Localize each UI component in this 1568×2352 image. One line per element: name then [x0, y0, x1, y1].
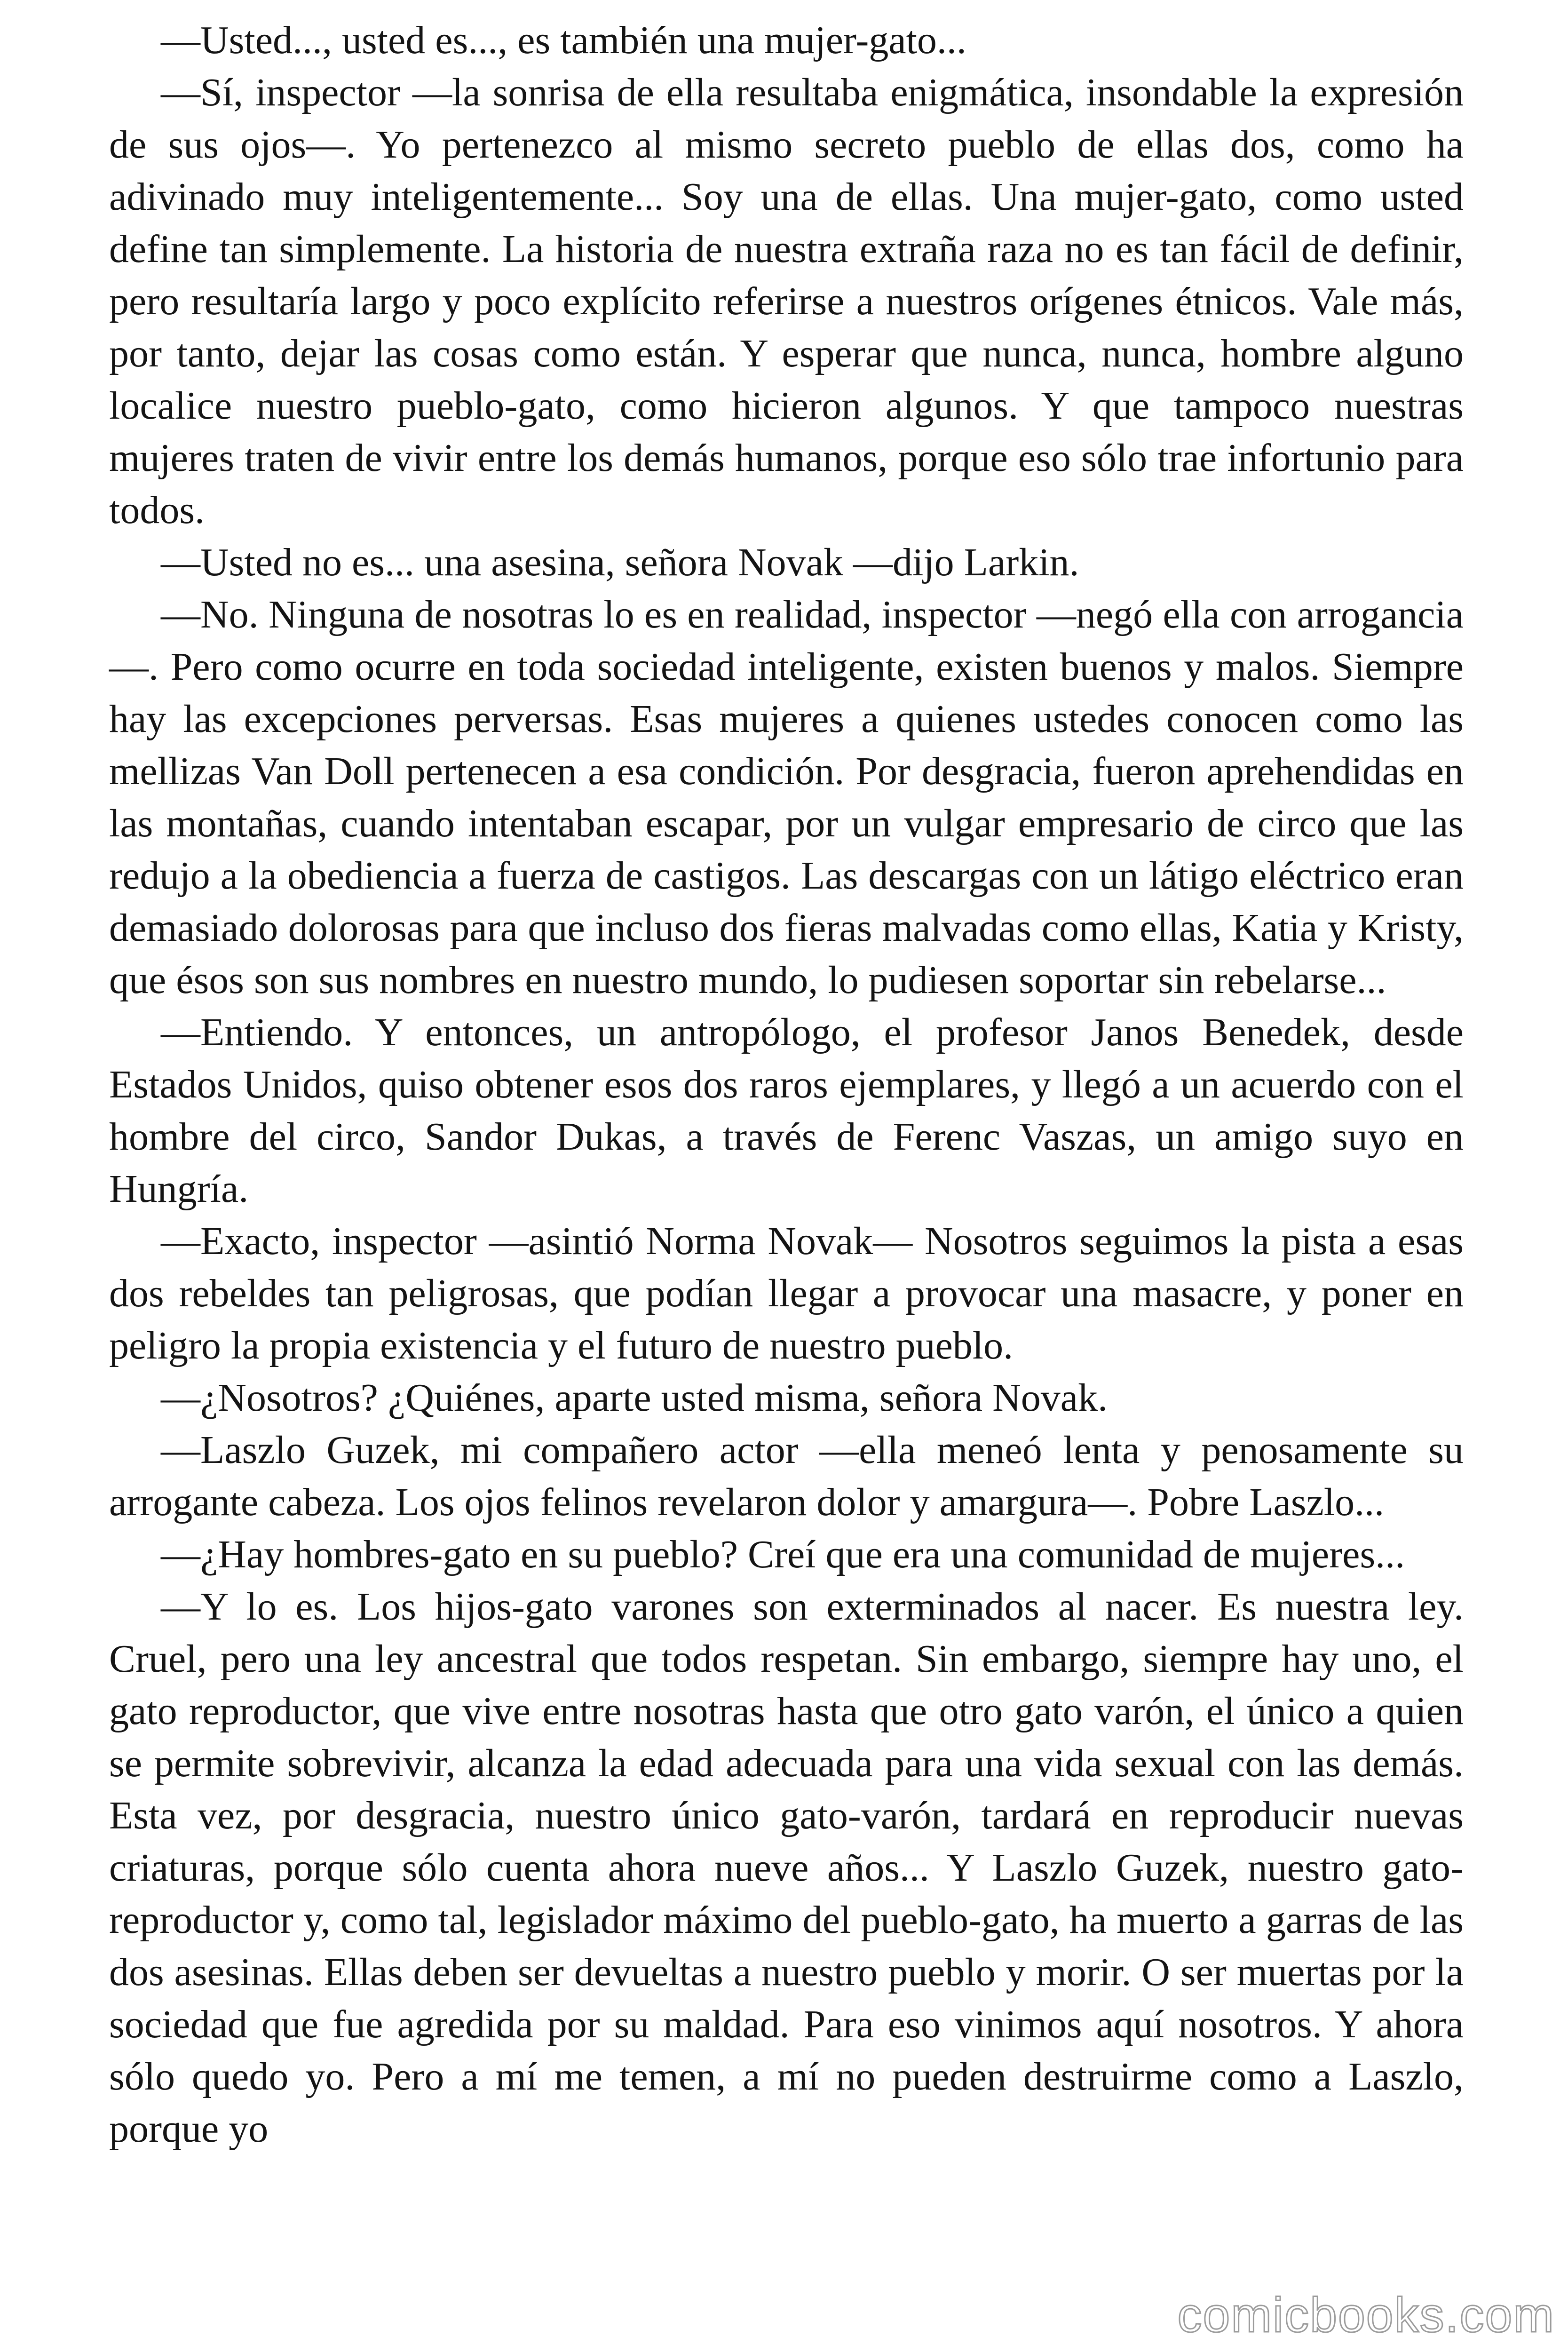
paragraph-7: —¿Nosotros? ¿Quiénes, aparte usted misma, señora Novak. [161, 1376, 1108, 1420]
watermark: comicbooks.com [1177, 2288, 1555, 2343]
paragraph-5: —Entiendo. Y entonces, un antropólogo, el profesor Janos Benedek, desde Estados Unidos, quiso obtener esos dos raros ejemplares, y llegó a un acuerdo con el hombre del circo, Sandor Dukas, a través de Ferenc Vaszas, un amigo suyo en Hungría. [109, 1010, 1464, 1211]
paragraph-4: —No. Ninguna de nosotras lo es en realidad, inspector —negó ella con arrogancia—. Pero como ocurre en toda sociedad inteligente, existen buenos y malos. Siempre hay las excepciones perversas. Esas mujeres a quienes ustedes conocen como las mellizas Van Doll pertenecen a esa condición. Por desgracia, fueron aprehendidas en las montañas, cuando intentaban escapar, por un vulgar empresario de circo que las redujo a la obediencia a fuerza de castigos. Las descargas con un látigo eléctrico eran demasiado dolorosas para que incluso dos fieras malvadas como ellas, Katia y Kristy, que ésos son sus nombres en nuestro mundo, lo pudiesen soportar sin rebelarse... [109, 593, 1464, 1002]
paragraph-3: —Usted no es... una asesina, señora Novak —dijo Larkin. [161, 540, 1079, 584]
paragraph-2: —Sí, inspector —la sonrisa de ella resultaba enigmática, insondable la expresión de sus ojos—. Yo pertenezco al mismo secreto pueblo de ellas dos, como ha adivinado muy inteligentemente... Soy una de ellas. Una mujer-gato, como usted define tan simplemente. La historia de nuestra extraña raza no es tan fácil de definir, pero resultaría largo y poco explícito referirse a nuestros orígenes étnicos. Vale más, por tanto, dejar las cosas como están. Y esperar que nunca, nunca, hombre alguno localice nuestro pueblo-gato, como hicieron algunos. Y que tampoco nuestras mujeres traten de vivir entre los demás humanos, porque eso sólo trae infortunio para todos. [109, 71, 1464, 532]
paragraph-1: —Usted..., usted es..., es también una mujer-gato... [161, 18, 966, 62]
page-text [109, 14, 1464, 2155]
paragraph-9: —¿Hay hombres-gato en su pueblo? Creí que era una comunidad de mujeres... [161, 1533, 1405, 1576]
paragraph-6: —Exacto, inspector —asintió Norma Novak— Nosotros seguimos la pista a esas dos rebeldes tan peligrosas, que podían llegar a provocar una masacre, y poner en peligro la propia existencia y el futuro de nuestro pueblo. [109, 1219, 1464, 1367]
paragraph-10: —Y lo es. Los hijos-gato varones son exterminados al nacer. Es nuestra ley. Cruel, pero una ley ancestral que todos respetan. Sin embargo, siempre hay uno, el gato reproductor, que vive entre nosotras hasta que otro gato varón, el único a quien se permite sobrevivir, alcanza la edad adecuada para una vida sexual con las demás. Esta vez, por desgracia, nuestro único gato-varón, tardará en reproducir nuevas criaturas, porque sólo cuenta ahora nueve años... Y Laszlo Guzek, nuestro gato-reproductor y, como tal, legislador máximo del pueblo-gato, ha muerto a garras de las dos asesinas. Ellas deben ser devueltas a nuestro pueblo y morir. O ser muertas por la sociedad que fue agredida por su maldad. Para eso vinimos aquí nosotros. Y ahora sólo quedo yo. Pero a mí me temen, a mí no pueden destruirme como a Laszlo, porque yo [109, 1585, 1464, 2151]
paragraph-8: —Laszlo Guzek, mi compañero actor —ella meneó lenta y penosamente su arrogante cabeza. Los ojos felinos revelaron dolor y amargura—. Pobre Laszlo... [109, 1428, 1464, 1524]
